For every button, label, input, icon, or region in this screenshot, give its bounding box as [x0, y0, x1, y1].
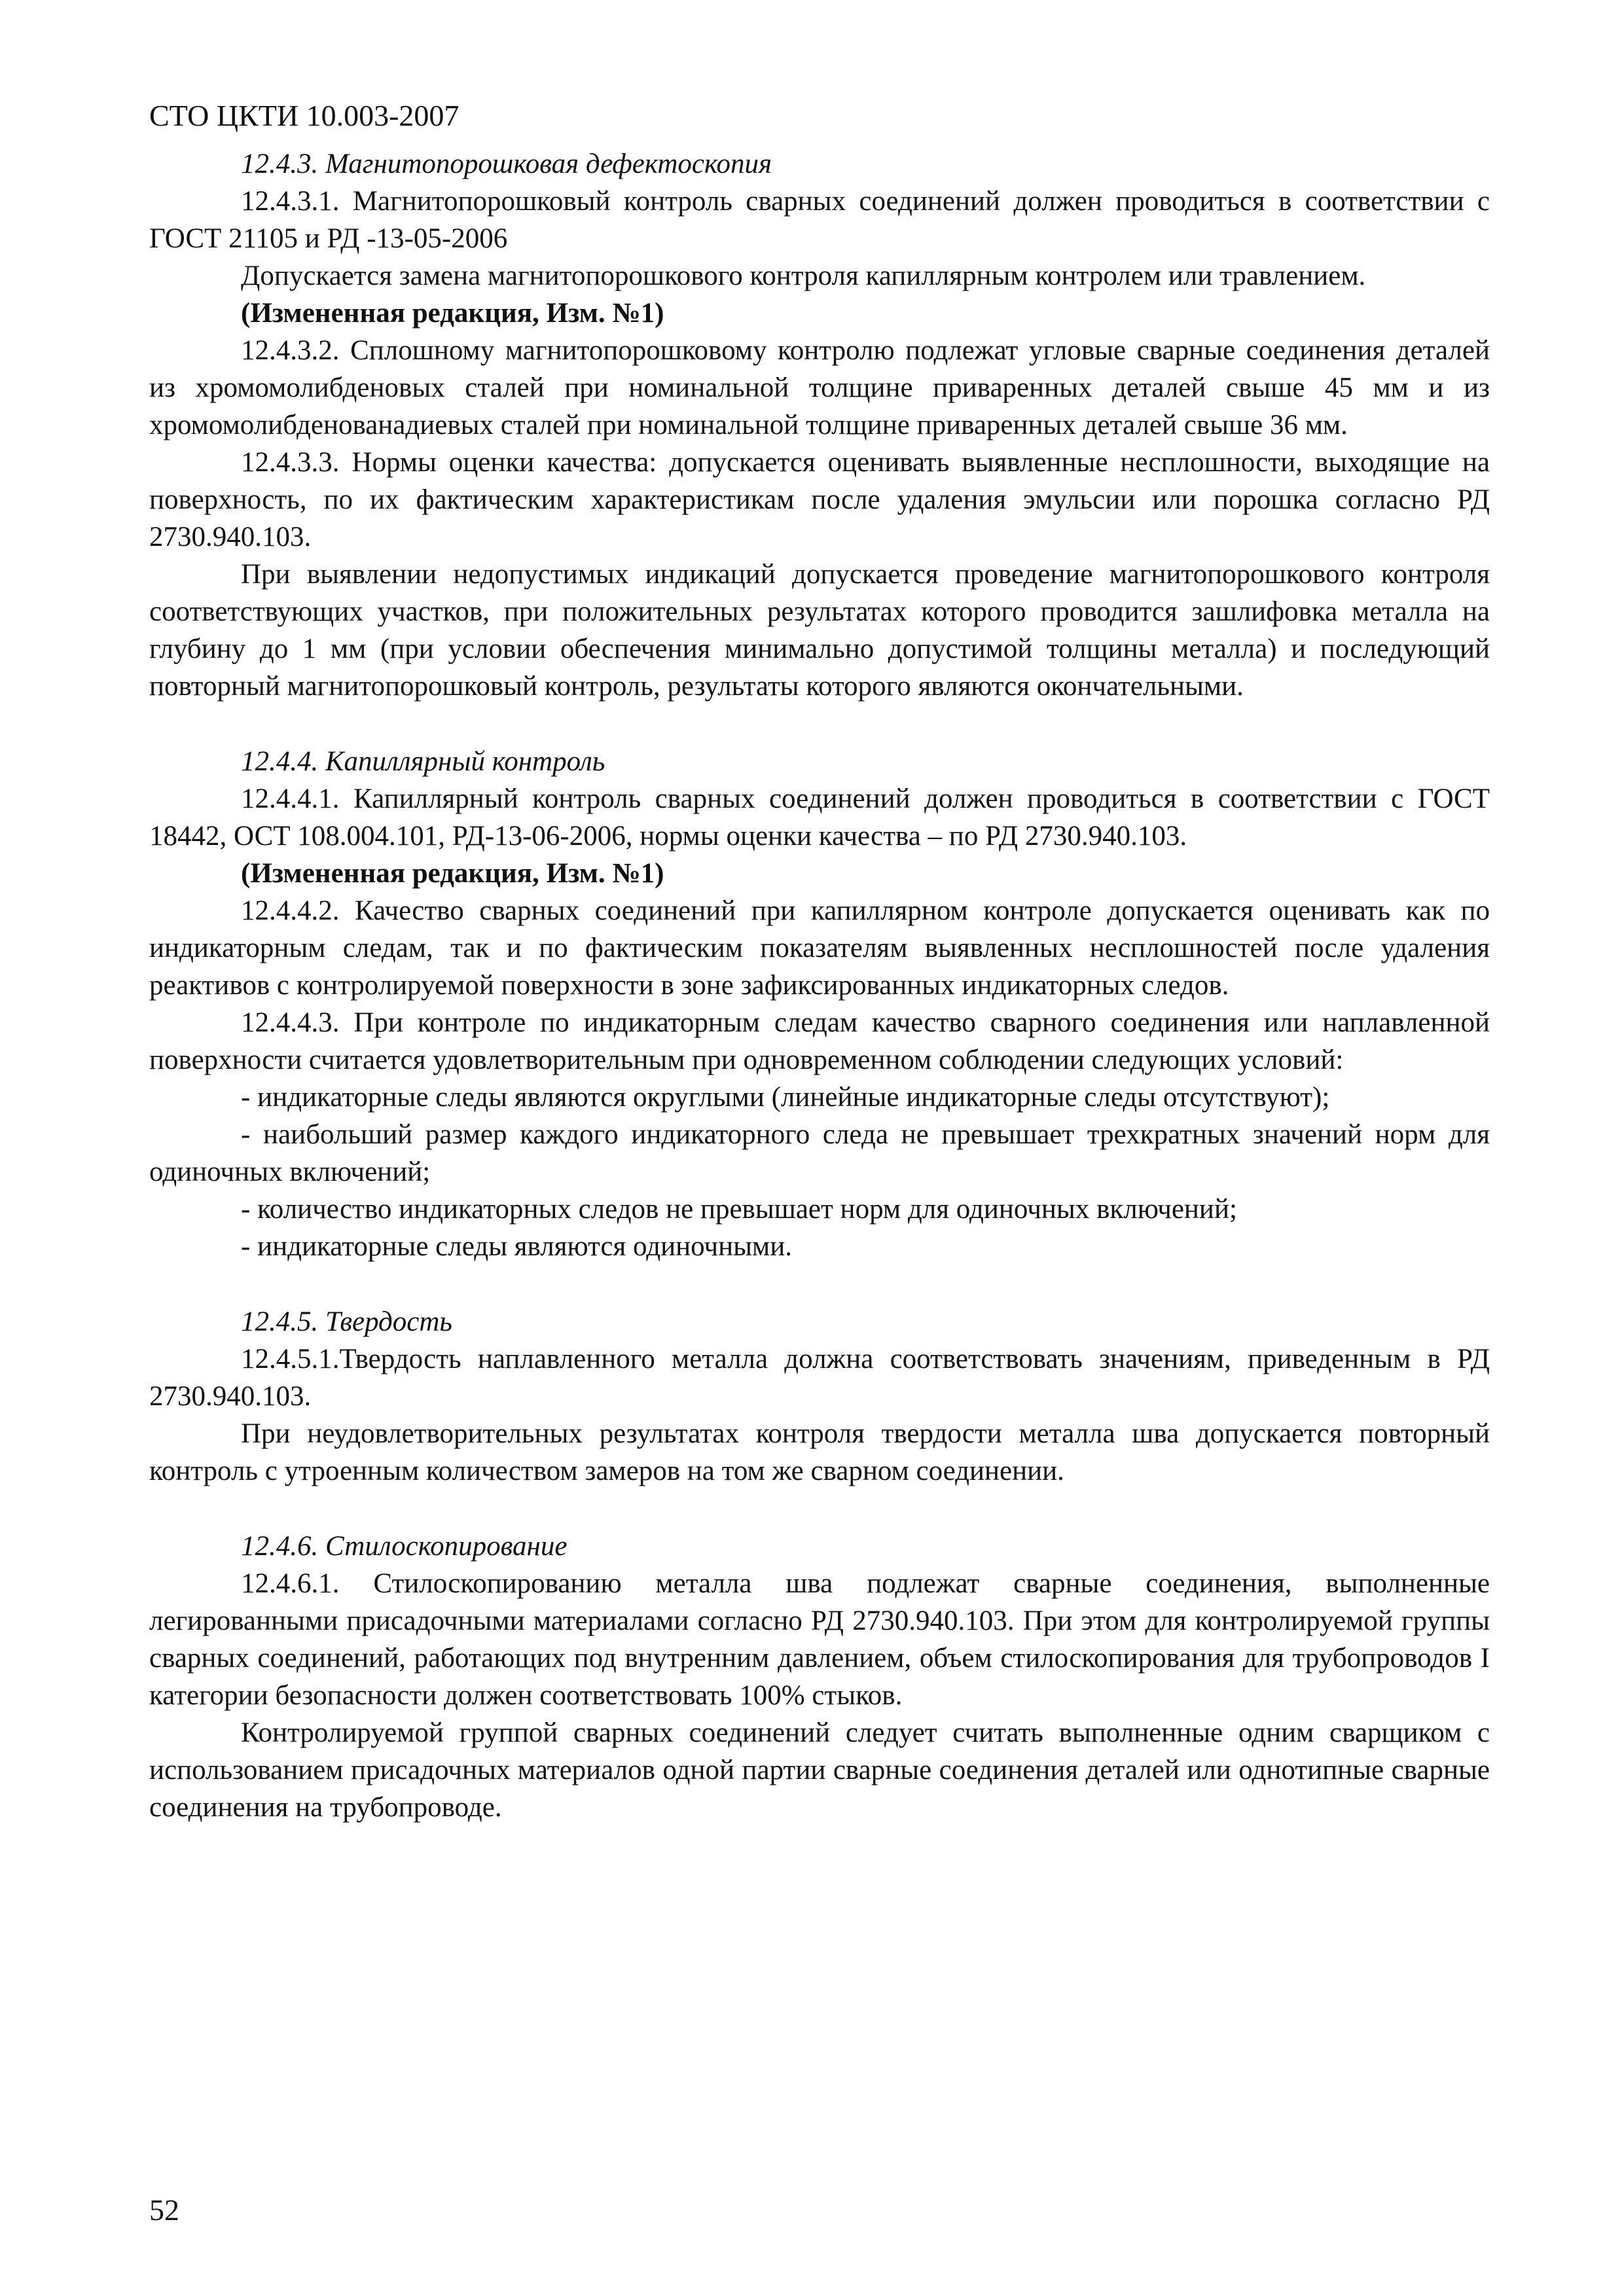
paragraph-12-4-4-2: 12.4.4.2. Качество сварных соединений при капиллярном контроле допускается оценивать как по индикаторным следам, так и по фактическим показателям выявленных несплошностей после удаления реактивов с контролируемой поверхности в зоне зафиксированных индикаторных следов.: [149, 895, 1490, 1001]
list-item: - индикаторные следы являются одиночными.: [241, 1231, 793, 1262]
list-item: - наибольший размер каждого индикаторного следа не превышает трехкратных значений норм для одиночных включений;: [149, 1119, 1490, 1187]
paragraph-12-4-6-1: 12.4.6.1. Стилоскопированию металла шва подлежат сварные соединения, выполненные легированными присадочными материалами согласно РД 2730.940.103. При этом для контролируемой группы сварных соединений, работающих под внутренним давлением, объем стилоскопирования для трубопроводов I категории безопасности должен соответствовать 100% стыков.: [149, 1568, 1490, 1711]
paragraph-controlled-group: Контролируемой группой сварных соединений следует считать выполненные одним сварщиком с использованием присадочных материалов одной партии сварные соединения деталей или однотипные сварные соединения на трубопроводе.: [149, 1717, 1490, 1823]
document-body: [149, 145, 1490, 1826]
paragraph-replacement-note: Допускается замена магнитопорошкового контроля капиллярным контролем или травлением.: [241, 260, 1366, 291]
page-number: 52: [149, 2193, 179, 2227]
paragraph-12-4-4-3: 12.4.4.3. При контроле по индикаторным следам качество сварного соединения или наплавленной поверхности считается удовлетворительным при одновременном соблюдении следующих условий:: [149, 1007, 1490, 1075]
paragraph-indications: При выявлении недопустимых индикаций допускается проведение магнитопорошкового контроля соответствующих участков, при положительных результатах которого проводится зашлифовка металла на глубину до 1 мм (при условии обеспечения минимально допустимой толщины металла) и последующий повторный магнитопорошковый контроль, результаты которого являются окончательными.: [149, 559, 1490, 702]
amendment-note: (Измененная редакция, Изм. №1): [241, 858, 664, 889]
amendment-note: (Измененная редакция, Изм. №1): [241, 298, 664, 329]
section-heading-12-4-6: 12.4.6. Стилоскопирование: [241, 1531, 568, 1562]
paragraph-12-4-3-3: 12.4.3.3. Нормы оценки качества: допускается оценивать выявленные несплошности, выходящие на поверхность, по их фактическим характеристикам после удаления эмульсии или порошка согласно РД 2730.940.103.: [149, 447, 1490, 552]
section-heading-12-4-3: 12.4.3. Магнитопорошковая дефектоскопия: [241, 149, 772, 179]
paragraph-12-4-5-1: 12.4.5.1.Твердость наплавленного металла должна соответствовать значениям, приведенным в РД 2730.940.103.: [149, 1344, 1490, 1412]
list-item: - индикаторные следы являются округлыми (линейные индикаторные следы отсутствуют);: [241, 1082, 1330, 1113]
paragraph-12-4-3-2: 12.4.3.2. Сплошному магнитопорошковому контролю подлежат угловые сварные соединения деталей из хромомолибденовых сталей при номинальной толщине приваренных деталей свыше 45 мм и из хромомолибденованадиевых сталей при номинальной толщине приваренных деталей свыше 36 мм.: [149, 335, 1490, 440]
paragraph-12-4-4-1: 12.4.4.1. Капиллярный контроль сварных соединений должен проводиться в соответствии с ГОСТ 18442, ОСТ 108.004.101, РД-13-06-2006, нормы оценки качества – по РД 2730.940.103.: [149, 783, 1490, 852]
section-heading-12-4-5: 12.4.5. Твердость: [241, 1306, 453, 1337]
list-item: - количество индикаторных следов не превышает норм для одиночных включений;: [241, 1194, 1237, 1225]
paragraph-hardness-retest: При неудовлетворительных результатах контроля твердости металла шва допускается повторный контроль с утроенным количеством замеров на том же сварном соединении.: [149, 1418, 1490, 1486]
section-heading-12-4-4: 12.4.4. Капиллярный контроль: [241, 746, 605, 777]
paragraph-12-4-3-1: 12.4.3.1. Магнитопорошковый контроль сварных соединений должен проводиться в соответствии с ГОСТ 21105 и РД -13-05-2006: [149, 186, 1490, 254]
document-header: СТО ЦКТИ 10.003-2007: [149, 99, 460, 132]
